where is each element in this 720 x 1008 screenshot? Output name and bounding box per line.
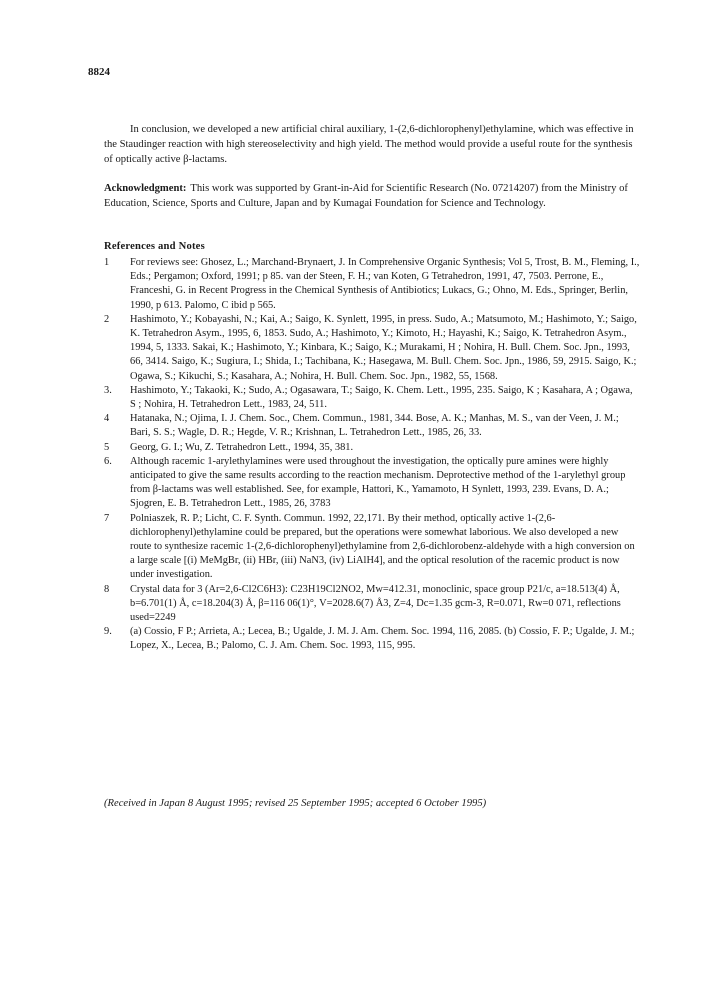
reference-text: Crystal data for 3 (Ar=2,6-Cl2C6H3): C23H19Cl2NO2, Mw=412.31, monoclinic, space group P21/c, a=18.513(4) Å, b=6.701(1) Å, c=18.204(3) Å, β=116 06(1)°, V=2028.6(7) Å3, Z=4, Dc=1.35 gcm-3, R=0.071, Rw=0 071, reflections used=2249 xyxy=(130,583,621,624)
reference-item xyxy=(104,441,640,455)
reference-number: 5 xyxy=(104,441,110,453)
reference-text: (a) Cossio, F P.; Arrieta, A.; Lecea, B.; Ugalde, J. M. J. Am. Chem. Soc. 1994, 116, 2085. (b) Cossio, F. P.; Ugalde, J. M.; Lopez, X., Lecea, B.; Palomo, C. J. Am. Chem. Soc. 1993, 115, 995. xyxy=(130,626,635,652)
page-number: 8824 xyxy=(88,66,110,78)
reference-text: Polniaszek, R. P.; Licht, C. F. Synth. Commun. 1992, 22,171. By their method, optically active 1-(2,6-dichlorophenyl)ethylamine could be prepared, but the operations were somewhat laborious. We also developed a new route to synthesize racemic 1-(2,6-dichlorophenyl)ethylamine from 2,6-dichlorobenz-aldehyde with a high conversion on a large scale [(i) MeMgBr, (ii) HBr, (iii) NaN3, (iv) LiAlH4], and the optical resolution of the racemic product is now under investigation. xyxy=(130,512,635,581)
reference-number: 8 xyxy=(104,583,110,595)
references-list xyxy=(104,256,640,654)
reference-item xyxy=(104,313,640,384)
reference-item xyxy=(104,412,640,440)
conclusion-paragraph: In conclusion, we developed a new artificial chiral auxiliary, 1-(2,6-dichlorophenyl)ethylamine, which was effective in the Staudinger reaction with high stereoselectivity and high yield. The method would provide a useful route for the synthesis of optically active β-lactams. xyxy=(104,124,634,165)
reference-text: For reviews see: Ghosez, L.; Marchand-Brynaert, J. In Comprehensive Organic Synthesis; Vol 5, Trost, B. M., Fleming, I., Eds.; Pergamon; Oxford, 1991; p 85. van der Steen, F. H.; van Koten, G Tetrahedron, 1991, 47, 7503. Perrone, E., Franceshi, G. in Recent Progress in the Chemical Synthesis of Antibiotics; Lukacs, G.; Ohno, M. Eds., Springer, Berlin, 1990, p 613. Palomo, C ibid p 565. xyxy=(130,257,640,311)
reference-item xyxy=(104,625,640,653)
reference-text: Hashimoto, Y.; Kobayashi, N.; Kai, A.; Saigo, K. Synlett, 1995, in press. Sudo, A.; Matsumoto, M.; Hashimoto, Y.; Saigo, K. Tetrahedron Asym., 1995, 6, 1853. Sudo, A.; Hashimoto, Y.; Kimoto, H.; Hayashi, K.; Saigo, K. Tetrahedron Asym., 1994, 5, 1333. Sakai, K.; Hashimoto, Y.; Kinbara, K.; Saigo, K.; Murakami, H ; Nohira, H. Bull. Chem. Soc. Jpn., 1993, 66, 3414. Saigo, K.; Sugiura, I.; Shida, I.; Tachibana, K.; Hasegawa, M. Bull. Chem. Soc. Jpn., 1986, 59, 2915. Saigo, K.; Ogawa, S.; Kikuchi, S.; Kasahara, A.; Nohira, H. Bull. Chem. Soc. Jpn., 1982, 55, 1568. xyxy=(130,313,637,382)
reference-text: Hatanaka, N.; Ojima, I. J. Chem. Soc., Chem. Commun., 1981, 344. Bose, A. K.; Manhas, M. S., van der Veen, J. M.; Bari, S. S.; Wagle, D. R.; Hegde, V. R.; Krishnan, L. Tetrahedron Lett., 1985, 26, 33. xyxy=(130,413,619,439)
acknowledgment-paragraph xyxy=(104,181,640,211)
reference-item xyxy=(104,384,640,412)
reference-number: 2 xyxy=(104,313,110,325)
acknowledgment-text: This work was supported by Grant-in-Aid for Scientific Research (No. 07214207) from the Ministry of Education, Science, Sports and Culture, Japan and by Kumagai Foundation for Science and Technology. xyxy=(104,183,628,209)
reference-text: Georg, G. I.; Wu, Z. Tetrahedron Lett., 1994, 35, 381. xyxy=(130,441,354,453)
reference-text: Hashimoto, Y.; Takaoki, K.; Sudo, A.; Ogasawara, T.; Saigo, K. Chem. Lett., 1995, 235. Saigo, K ; Kasahara, A ; Ogawa, S ; Nohira, H. Tetrahedron Lett., 1983, 24, 511. xyxy=(130,384,633,411)
reference-number: 6. xyxy=(104,455,112,467)
received-dates: (Received in Japan 8 August 1995; revised 25 September 1995; accepted 6 October 1995) xyxy=(104,798,487,809)
reference-number: 9. xyxy=(104,626,112,638)
reference-number: 4 xyxy=(104,413,110,425)
reference-number: 7 xyxy=(104,512,110,524)
acknowledgment-label: Acknowledgment: xyxy=(104,183,187,194)
reference-item xyxy=(104,256,640,313)
reference-number: 3. xyxy=(104,384,112,396)
references-heading: References and Notes xyxy=(104,241,205,252)
reference-number: 1 xyxy=(104,257,110,268)
reference-text: Although racemic 1-arylethylamines were used throughout the investigation, the optically pure amines were highly anticipated to give the same results according to the reaction mechanism. Deprotective method of the 1-arylethyl group from β-lactams was well established. See, for example, Hattori, K., Yamamoto, H Synlett, 1993, 239. Evans, D. A.; Sjogren, E. B. Tetrahedron Lett., 1985, 26, 3783 xyxy=(130,455,626,510)
reference-item xyxy=(104,512,640,583)
reference-item xyxy=(104,583,640,626)
reference-item xyxy=(104,455,640,512)
